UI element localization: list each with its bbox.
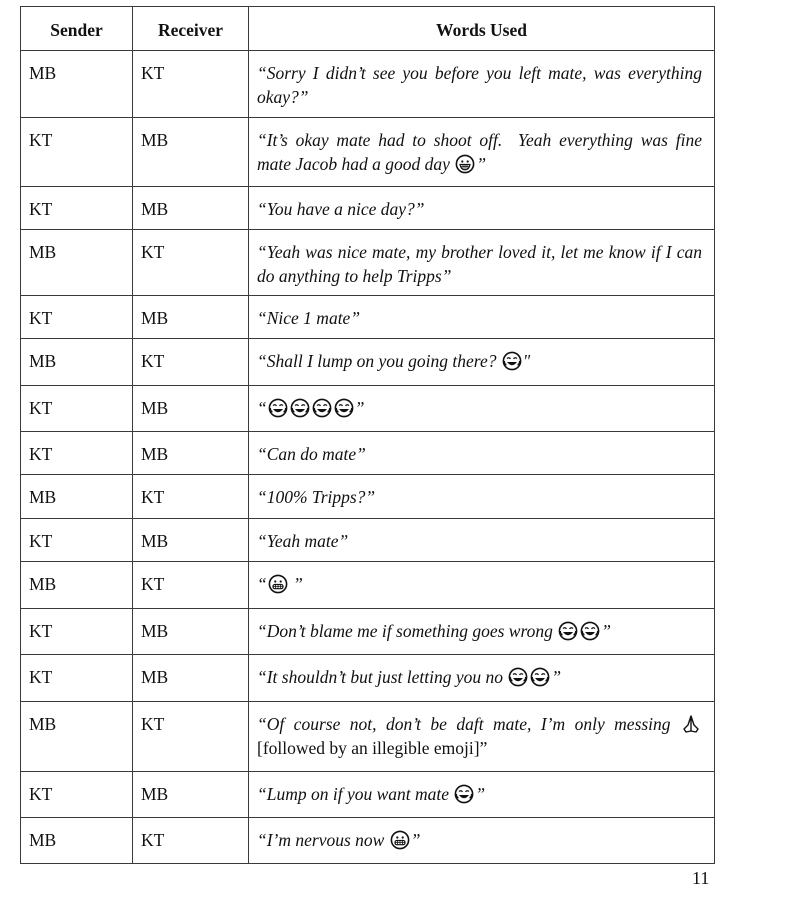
words-used-cell	[249, 118, 715, 187]
message-text: “	[257, 398, 267, 418]
receiver-cell: MB	[133, 519, 249, 562]
table-row	[21, 386, 715, 432]
message-text: ”	[410, 830, 421, 850]
words-used-cell	[249, 339, 715, 386]
message-text: “Of course not, don’t be daft mate, I’m only messing	[257, 714, 680, 734]
table-row	[21, 51, 715, 118]
message-text: “Shall I lump on you going there?	[257, 351, 501, 371]
receiver-cell: MB	[133, 386, 249, 432]
tears-of-joy-face-icon	[312, 398, 332, 418]
header-words-used: Words Used	[249, 7, 715, 51]
sender-cell: KT	[21, 655, 133, 702]
tears-of-joy-face-icon	[268, 398, 288, 418]
header-row	[21, 7, 715, 51]
receiver-cell: KT	[133, 339, 249, 386]
words-used-cell	[249, 772, 715, 818]
receiver-cell: KT	[133, 230, 249, 296]
words-used-cell	[249, 386, 715, 432]
table-body	[21, 51, 715, 864]
message-text: “Yeah was nice mate, my brother loved it, let me know if I can do anything to help Tripps”	[257, 242, 707, 286]
sender-cell: KT	[21, 609, 133, 655]
sender-cell: MB	[21, 51, 133, 118]
message-text: ”	[551, 667, 562, 687]
table-row	[21, 187, 715, 230]
words-used-cell	[249, 818, 715, 864]
table-row	[21, 562, 715, 609]
message-text: “Yeah mate”	[257, 531, 349, 551]
message-text: “Nice 1 mate”	[257, 308, 361, 328]
table-row	[21, 339, 715, 386]
sender-cell: KT	[21, 432, 133, 475]
table-row	[21, 655, 715, 702]
message-text: “Can do mate”	[257, 444, 366, 464]
words-used-cell	[249, 702, 715, 772]
tears-of-joy-face-icon	[502, 351, 522, 371]
words-used-cell	[249, 51, 715, 118]
table-row	[21, 296, 715, 339]
grinning-face-icon	[455, 154, 475, 174]
message-log-table	[20, 6, 715, 864]
message-note: [followed by an illegible emoji]”	[257, 738, 488, 758]
tears-of-joy-face-icon	[530, 667, 550, 687]
words-used-cell	[249, 296, 715, 339]
message-text: “It’s okay mate had to shoot off. Yeah everything was fine mate Jacob had a good day	[257, 130, 707, 174]
table-row	[21, 772, 715, 818]
sender-cell: MB	[21, 475, 133, 519]
message-text: “	[257, 574, 267, 594]
header-sender: Sender	[21, 7, 133, 51]
message-text: ”	[601, 621, 611, 641]
words-used-cell	[249, 655, 715, 702]
receiver-cell: KT	[133, 51, 249, 118]
message-text: ”	[476, 154, 487, 174]
receiver-cell: KT	[133, 702, 249, 772]
message-text: ”	[288, 574, 303, 594]
receiver-cell: KT	[133, 475, 249, 519]
sender-cell: KT	[21, 386, 133, 432]
receiver-cell: MB	[133, 772, 249, 818]
tears-of-joy-face-icon	[558, 621, 578, 641]
table-row	[21, 609, 715, 655]
sender-cell: MB	[21, 818, 133, 864]
receiver-cell: MB	[133, 432, 249, 475]
table-row	[21, 118, 715, 187]
sender-cell: MB	[21, 230, 133, 296]
table-row	[21, 818, 715, 864]
words-used-cell	[249, 475, 715, 519]
words-used-cell	[249, 609, 715, 655]
sender-cell: KT	[21, 296, 133, 339]
message-text: “It shouldn’t but just letting you no	[257, 667, 508, 687]
words-used-cell	[249, 432, 715, 475]
message-text: “Don’t blame me if something goes wrong	[257, 621, 558, 641]
message-text: ”	[354, 398, 365, 418]
table-row	[21, 475, 715, 519]
words-used-cell	[249, 187, 715, 230]
receiver-cell: MB	[133, 609, 249, 655]
message-text: “I’m nervous now	[257, 830, 389, 850]
sender-cell: KT	[21, 519, 133, 562]
sender-cell: KT	[21, 187, 133, 230]
message-text: “Sorry I didn’t see you before you left mate, was everything okay?”	[257, 63, 707, 107]
tears-of-joy-face-icon	[290, 398, 310, 418]
receiver-cell: MB	[133, 296, 249, 339]
sender-cell: MB	[21, 339, 133, 386]
grimacing-face-icon	[268, 574, 288, 594]
table-row	[21, 702, 715, 772]
tears-of-joy-face-icon	[508, 667, 528, 687]
table-row	[21, 230, 715, 296]
tears-of-joy-face-icon	[334, 398, 354, 418]
message-text: “100% Tripps?”	[257, 487, 376, 507]
table-row	[21, 519, 715, 562]
message-text: “You have a nice day?”	[257, 199, 425, 219]
message-text: ”	[475, 784, 486, 804]
message-text	[702, 714, 706, 734]
receiver-cell: MB	[133, 655, 249, 702]
grimacing-face-icon	[390, 830, 410, 850]
message-text: “Lump on if you want mate	[257, 784, 454, 804]
tears-of-joy-face-icon	[580, 621, 600, 641]
receiver-cell: KT	[133, 562, 249, 609]
words-used-cell	[249, 519, 715, 562]
receiver-cell: MB	[133, 187, 249, 230]
message-text: "	[522, 351, 531, 371]
receiver-cell: MB	[133, 118, 249, 187]
sender-cell: MB	[21, 702, 133, 772]
sender-cell: MB	[21, 562, 133, 609]
sender-cell: KT	[21, 118, 133, 187]
words-used-cell	[249, 230, 715, 296]
receiver-cell: KT	[133, 818, 249, 864]
header-receiver: Receiver	[133, 7, 249, 51]
sender-cell: KT	[21, 772, 133, 818]
page-number: 11	[692, 868, 710, 888]
tears-of-joy-face-icon	[454, 784, 474, 804]
folded-hands-icon	[681, 714, 701, 734]
words-used-cell	[249, 562, 715, 609]
table-row	[21, 432, 715, 475]
